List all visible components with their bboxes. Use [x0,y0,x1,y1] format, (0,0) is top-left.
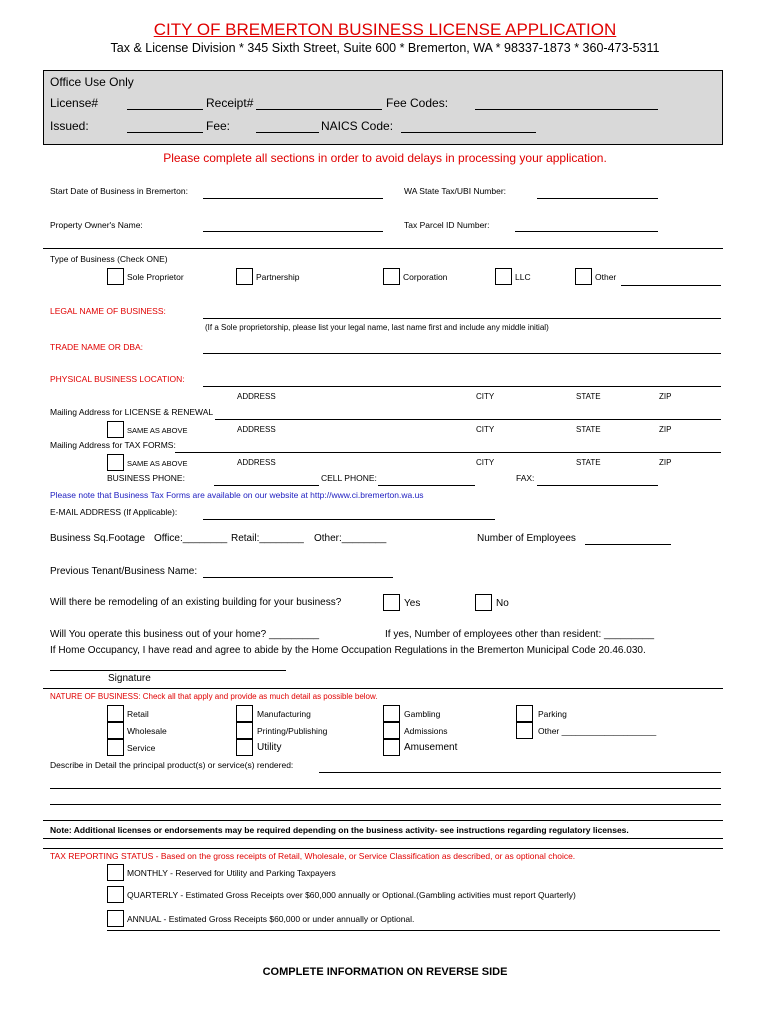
cell-phone-label: CELL PHONE: [321,473,377,483]
state-col-1: STATE [576,392,601,401]
mail-license-label: Mailing Address for LICENSE & RENEWAL [50,407,214,417]
home-question[interactable]: Will You operate this business out of your home? _________ [50,629,320,640]
describe-line-3[interactable] [50,804,721,805]
website-note: Please note that Business Tax Forms are available on our website at http://www.ci.bremerton.wa.us [50,490,424,500]
office-receipt-label: Receipt# [206,96,254,110]
office-receipt-line[interactable] [256,109,382,110]
reverse-side-note: COMPLETE INFORMATION ON REVERSE SIDE [262,966,508,978]
annual-checkbox[interactable] [107,910,124,927]
email-label: E-MAIL ADDRESS (If Applicable): [50,507,178,517]
office-license-line[interactable] [127,109,203,110]
office-use-box [43,70,723,145]
owner-label: Property Owner's Name: [50,220,143,230]
city-col-2: CITY [476,425,495,434]
sqft-other[interactable]: Other:________ [314,533,387,544]
retail-label: Retail [127,709,149,719]
amusement-checkbox[interactable] [383,739,400,756]
note-text: Note: Additional licenses or endorsements may be required depending on the business activity- see instructions regarding regulatory licenses. [50,825,629,835]
note-bottom-line [43,838,723,839]
owner-line[interactable] [203,231,383,232]
physical-location-label: PHYSICAL BUSINESS LOCATION: [50,374,185,384]
office-naics-line[interactable] [401,132,536,133]
remodel-yes-checkbox[interactable] [383,594,400,611]
state-col-2: STATE [576,425,601,434]
trade-name-label: TRADE NAME OR DBA: [50,342,144,352]
mail-tax-label: Mailing Address for TAX FORMS: [50,440,176,450]
ubi-label: WA State Tax/UBI Number: [404,186,507,196]
signature-line[interactable] [50,670,286,671]
cell-phone-line[interactable] [378,485,475,486]
city-col-3: CITY [476,458,495,467]
home-employees[interactable]: If yes, Number of employees other than resident: _________ [385,629,655,640]
zip-col-2: ZIP [659,425,672,434]
physical-location-line[interactable] [203,386,721,387]
llc-label: LLC [515,272,531,282]
service-checkbox[interactable] [107,739,124,756]
partnership-checkbox[interactable] [236,268,253,285]
manufacturing-checkbox[interactable] [236,705,253,722]
admissions-checkbox[interactable] [383,722,400,739]
describe-label: Describe in Detail the principal product(s) or service(s) rendered: [50,760,294,770]
office-issued-label: Issued: [50,119,89,133]
remodel-no-label: No [496,598,509,609]
parking-checkbox[interactable] [516,705,533,722]
utility-checkbox[interactable] [236,739,253,756]
mail-license-line[interactable] [215,419,721,420]
mail-tax-line[interactable] [175,452,721,453]
remodel-question: Will there be remodeling of an existing building for your business? [50,597,342,608]
fax-label: FAX: [516,473,535,483]
fax-line[interactable] [537,485,658,486]
manufacturing-label: Manufacturing [257,709,311,719]
business-phone-label: BUSINESS PHONE: [107,473,185,483]
printing-label: Printing/Publishing [257,726,328,736]
start-date-label: Start Date of Business in Bremerton: [50,186,188,196]
nature-divider [43,688,723,689]
annual-label: ANNUAL - Estimated Gross Receipts $60,000 or under annually or Optional. [127,914,415,924]
service-label: Service [127,743,156,753]
utility-label: Utility [257,742,282,753]
parking-label: Parking [538,709,567,719]
legal-name-line[interactable] [203,318,721,319]
employees-line[interactable] [585,544,671,545]
form-subtitle: Tax & License Division * 345 Sixth Street, Suite 600 * Bremerton, WA * 98337-1873 * 360-473-5311 [110,41,660,55]
legal-name-label: LEGAL NAME OF BUSINESS: [50,306,166,316]
address-col-2: ADDRESS [237,425,276,434]
nature-label: NATURE OF BUSINESS: Check all that apply and provide as much detail as possible below. [50,692,378,701]
same-as-above-checkbox-1[interactable] [107,421,124,438]
office-issued-line[interactable] [127,132,203,133]
printing-checkbox[interactable] [236,722,253,739]
business-type-label: Type of Business (Check ONE) [50,254,168,264]
other-nature-checkbox[interactable] [516,722,533,739]
retail-checkbox[interactable] [107,705,124,722]
complete-notice: Please complete all sections in order to avoid delays in processing your application. [163,151,607,165]
wholesale-label: Wholesale [127,726,167,736]
same-as-above-label-1: SAME AS ABOVE [127,426,188,435]
address-col-3: ADDRESS [237,458,276,467]
office-fee-label: Fee: [206,119,231,133]
employees-label: Number of Employees [477,533,576,544]
signature-label: Signature [108,673,151,684]
other-type-label: Other [595,272,617,282]
quarterly-checkbox[interactable] [107,886,124,903]
office-naics-label: NAICS Code: [321,119,394,133]
business-phone-line[interactable] [214,485,319,486]
ubi-line[interactable] [537,198,658,199]
legal-name-note: (If a Sole proprietorship, please list your legal name, last name first and include any middle initial) [205,323,549,332]
tax-bottom-line [107,930,720,931]
sqft-retail[interactable]: Retail:________ [231,533,304,544]
city-col-1: CITY [476,392,495,401]
zip-col-3: ZIP [659,458,672,467]
remodel-yes-label: Yes [404,598,421,609]
other-type-line[interactable] [621,285,721,286]
partnership-label: Partnership [256,272,300,282]
address-col-1: ADDRESS [237,392,276,401]
sqft-label: Business Sq.Footage [50,533,146,544]
wholesale-checkbox[interactable] [107,722,124,739]
monthly-label: MONTHLY - Reserved for Utility and Parking Taxpayers [127,868,336,878]
home-agree: If Home Occupancy, I have read and agree to abide by the Home Occupation Regulations in the Bremerton Municipal Code 20.46.030. [50,645,646,656]
note-top-line [43,820,723,821]
sqft-office[interactable]: Office:________ [154,533,228,544]
prev-tenant-line[interactable] [203,577,393,578]
office-license-label: License# [50,96,99,110]
tax-top-line [43,848,723,849]
prev-tenant-label: Previous Tenant/Business Name: [50,566,198,577]
same-as-above-checkbox-2[interactable] [107,454,124,471]
corporation-checkbox[interactable] [383,268,400,285]
sole-proprietor-label: Sole Proprietor [127,272,184,282]
section-divider [43,248,723,249]
tax-label: TAX REPORTING STATUS - Based on the gross receipts of Retail, Wholesale, or Service Classification as described, or as optional choice. [50,851,576,861]
start-date-line[interactable] [203,198,383,199]
monthly-checkbox[interactable] [107,864,124,881]
other-type-checkbox[interactable] [575,268,592,285]
gambling-checkbox[interactable] [383,705,400,722]
gambling-label: Gambling [404,709,441,719]
parcel-label: Tax Parcel ID Number: [404,220,490,230]
zip-col-1: ZIP [659,392,672,401]
office-use-title: Office Use Only [50,75,134,89]
describe-line-2[interactable] [50,788,721,789]
state-col-3: STATE [576,458,601,467]
email-line[interactable] [203,519,495,520]
other-nature-label[interactable]: Other ____________________ [538,726,657,736]
remodel-no-checkbox[interactable] [475,594,492,611]
llc-checkbox[interactable] [495,268,512,285]
quarterly-label: QUARTERLY - Estimated Gross Receipts over $60,000 annually or Optional.(Gambling activities must report Quarterly) [127,890,576,900]
describe-line-1[interactable] [319,772,721,773]
admissions-label: Admissions [404,726,448,736]
office-feecodes-line[interactable] [475,109,658,110]
corporation-label: Corporation [403,272,448,282]
same-as-above-label-2: SAME AS ABOVE [127,459,188,468]
office-feecodes-label: Fee Codes: [386,96,449,110]
office-fee-line[interactable] [256,132,319,133]
sole-proprietor-checkbox[interactable] [107,268,124,285]
trade-name-line[interactable] [203,353,721,354]
amusement-label: Amusement [404,742,458,753]
form-title: CITY OF BREMERTON BUSINESS LICENSE APPLICATION [153,20,617,39]
parcel-line[interactable] [515,231,658,232]
